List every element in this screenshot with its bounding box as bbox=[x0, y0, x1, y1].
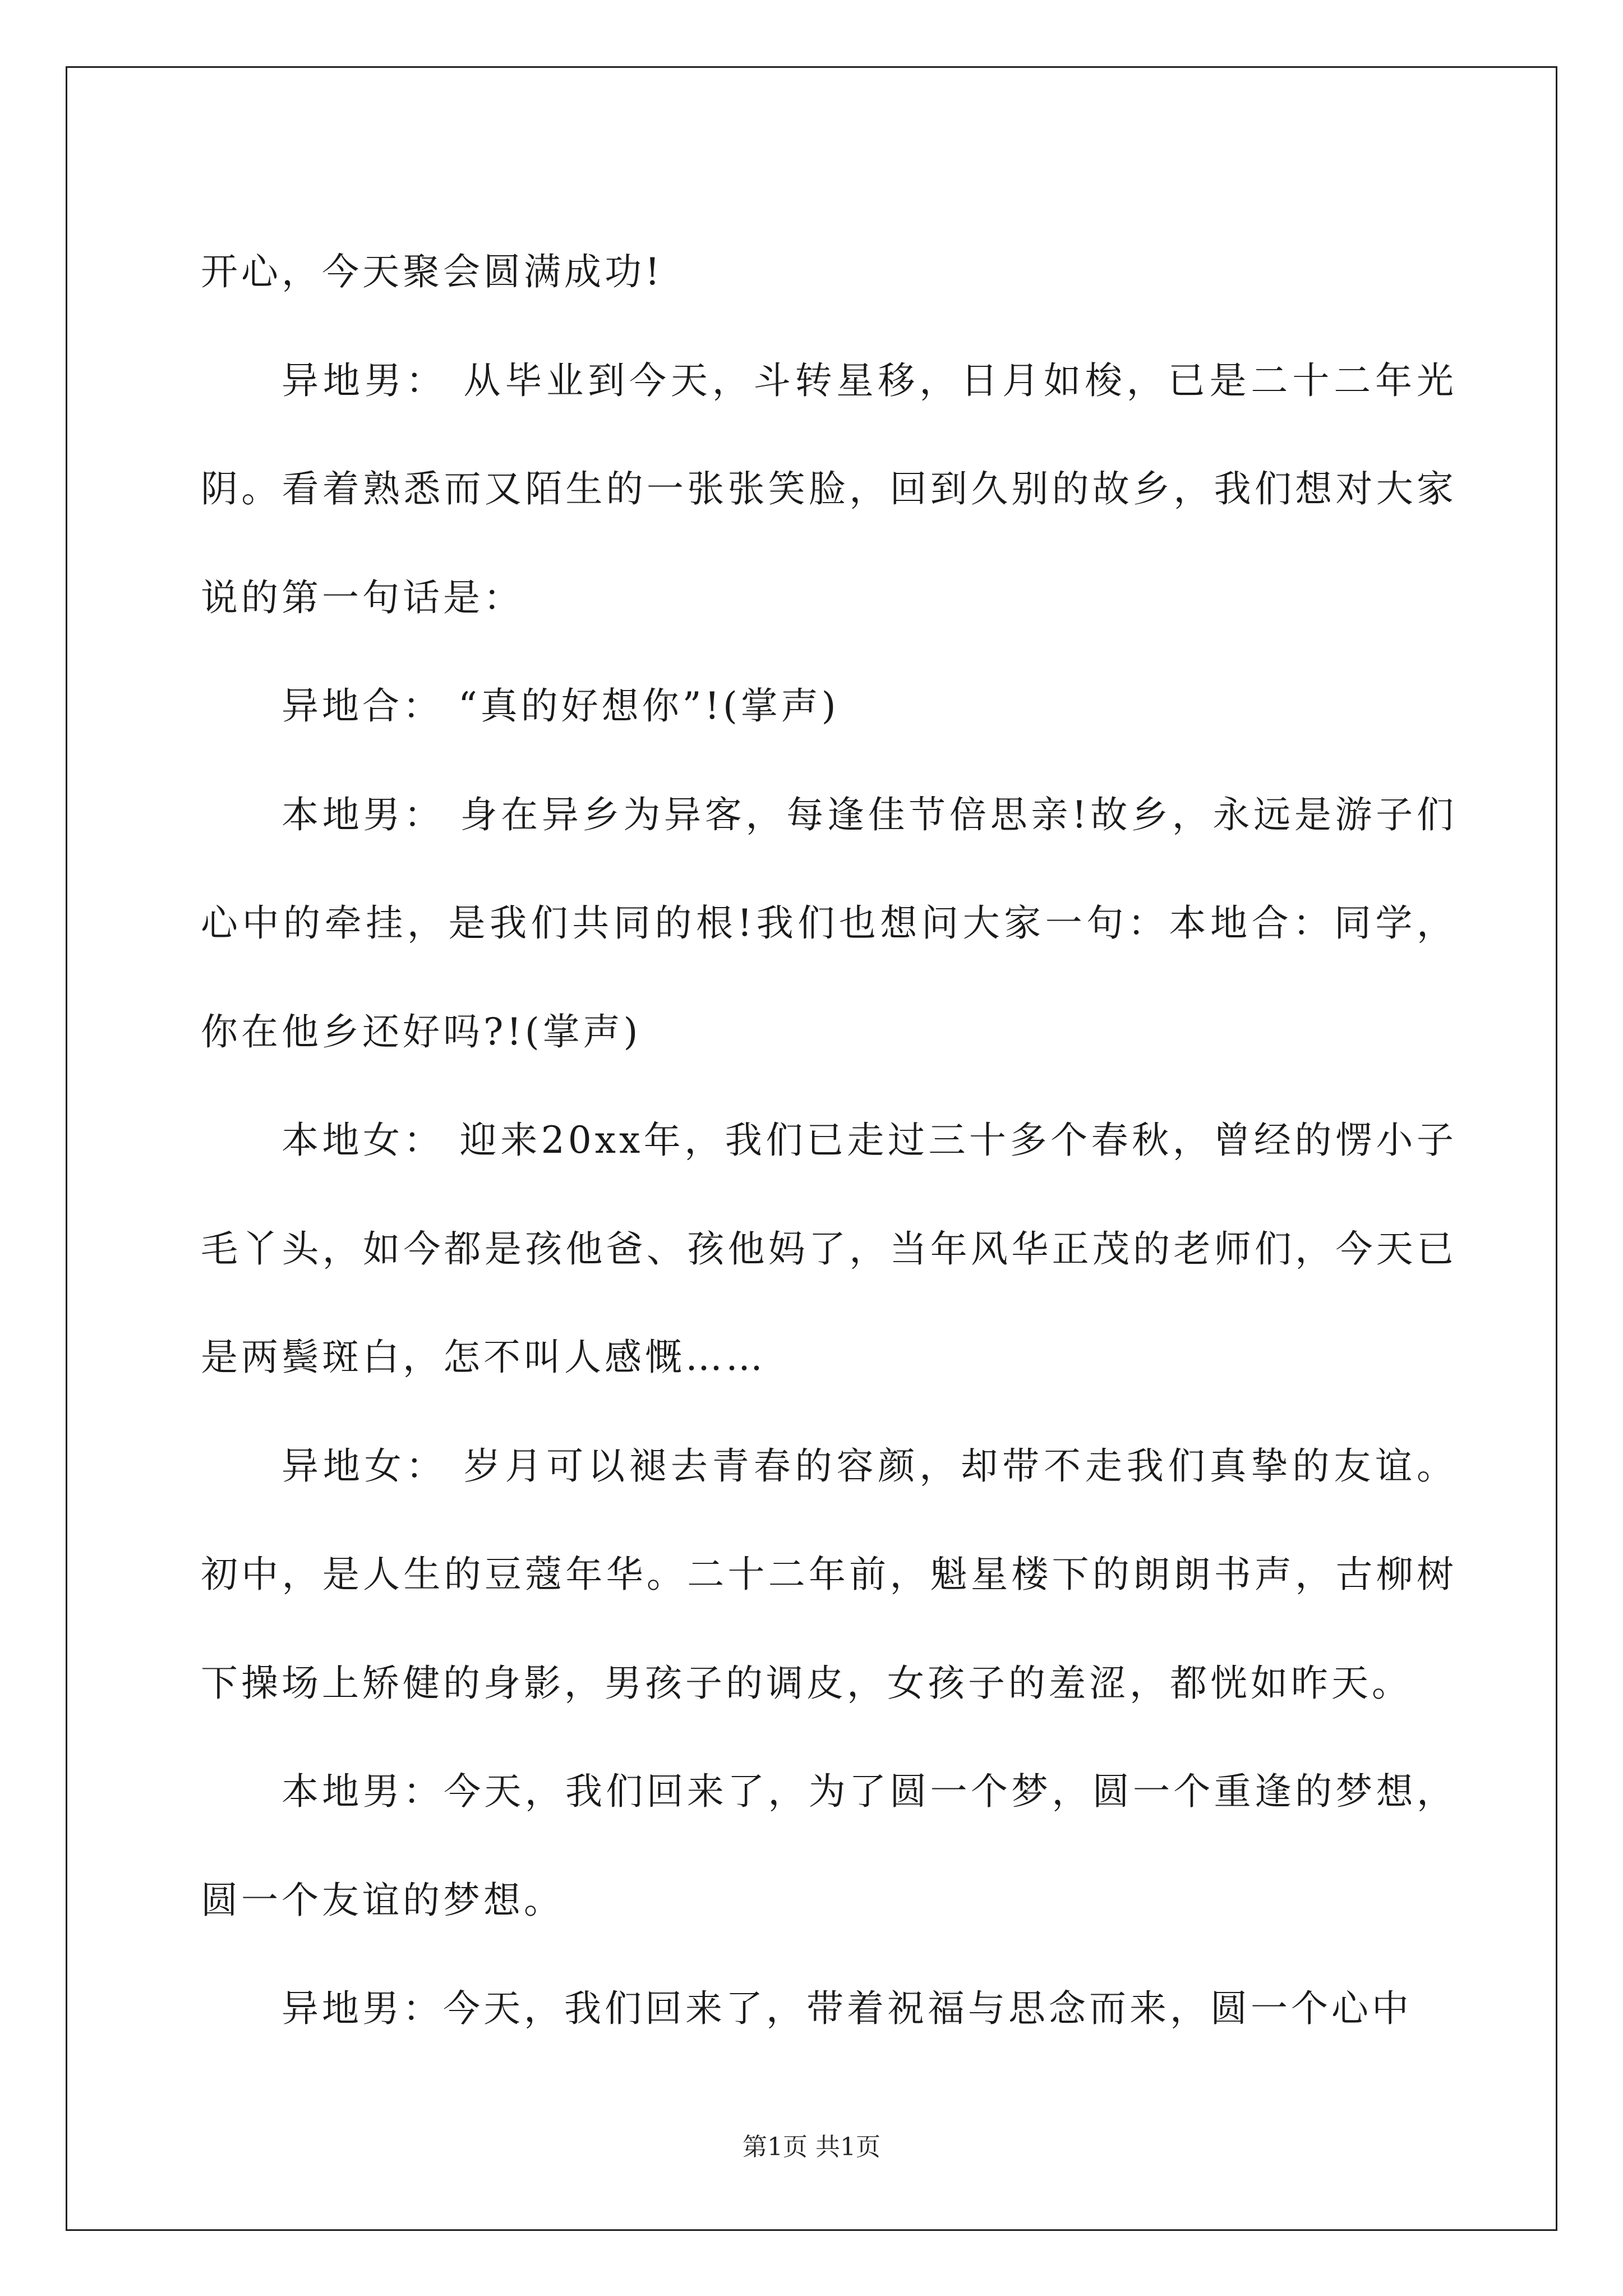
paragraph-continuation: 开心，今天聚会圆满成功! bbox=[201, 250, 663, 293]
paragraph: 异地合： “真的好想你”!(掌声) bbox=[282, 684, 840, 728]
paragraph: 异地女： 岁月可以褪去青春的容颜，却带不走我们真挚的友谊。初中，是人生的豆蔻年华。二十二年前，魁星楼下的朗朗书声，古柳树下操场上矫健的身影，男孩子的调皮，女孩子的羞涩，都恍如昨天。 bbox=[201, 1444, 1457, 1705]
paragraph: 异地男： 从毕业到今天，斗转星移，日月如梭，已是二十二年光阴。看着熟悉而又陌生的一张张笑脸，回到久别的故乡，我们想对大家说的第一句话是： bbox=[201, 358, 1457, 619]
paragraph: 异地男：今天，我们回来了，带着祝福与思念而来，圆一个心中 bbox=[282, 1987, 1412, 2030]
paragraph: 本地男：今天，我们回来了，为了圆一个梦，圆一个重逢的梦想，圆一个友谊的梦想。 bbox=[201, 1770, 1457, 1922]
page-number-footer: 第1页 共1页 bbox=[743, 2133, 880, 2161]
document-body bbox=[201, 218, 1457, 2063]
paragraph: 本地男： 身在异乡为异客，每逢佳节倍思亲!故乡，永远是游子们心中的牵挂，是我们共同的根!我们也想问大家一句：本地合：同学，你在他乡还好吗?!(掌声) bbox=[201, 793, 1457, 1053]
paragraph: 本地女： 迎来20xx年，我们已走过三十多个春秋，曾经的愣小子毛丫头，如今都是孩他爸、孩他妈了，当年风华正茂的老师们，今天已是两鬓斑白，怎不叫人感慨…… bbox=[201, 1119, 1457, 1379]
